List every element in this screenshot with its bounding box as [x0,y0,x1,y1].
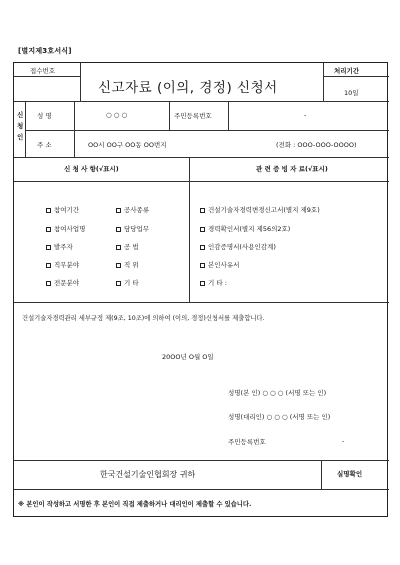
divider [14,181,389,182]
option-job-field[interactable] [46,260,79,269]
recipient: 한국건설기술인협회장 귀하 [100,470,196,479]
divider [14,101,389,102]
evidence-career-change-report[interactable] [200,205,320,214]
option-label: 기 타 : [208,279,227,287]
option-label: 경력확인서(별지 제56의2호) [208,225,291,233]
divider [323,76,389,77]
option-label: 공 법 [124,243,139,251]
checkbox[interactable] [200,281,205,286]
divider [14,157,389,158]
form-number: [별지제3호서식] [18,47,72,55]
application-form [13,62,388,517]
divider [14,489,389,490]
section-right-header: 관 련 증 빙 자 료(√표시) [256,165,328,173]
option-client[interactable] [46,242,73,251]
checkbox[interactable] [200,263,205,268]
option-label: 본인사유서 [208,261,240,269]
divider [14,460,389,461]
option-other[interactable] [116,278,139,287]
checkbox[interactable] [116,245,121,250]
checkbox[interactable] [116,281,121,286]
option-label: 기 타 [124,279,139,287]
option-specialty-field[interactable] [46,278,79,287]
evidence-personal-statement[interactable] [200,260,239,269]
option-duty[interactable] [116,224,149,233]
signature-self: 성명(본 인) ○ ○ ○ (서명 또는 인) [228,389,327,397]
divider [228,101,229,130]
option-label: 건설기술자경력변경신고서(별지 제9호) [208,206,320,214]
checkbox[interactable] [116,208,121,213]
rrn-label: 주민등록번호 [174,112,212,120]
evidence-career-certificate[interactable] [200,224,290,233]
divider [25,101,26,157]
option-method[interactable] [116,242,139,251]
option-label: 참여기간 [54,206,80,214]
address-label: 주 소 [37,141,52,149]
checkbox[interactable] [46,281,51,286]
name-value: ○ ○ ○ [106,111,128,119]
address-value: OO시 OO구 OO동 OO번지 [88,141,167,149]
section-left-header: 신 청 사 항(√표시) [64,165,119,173]
option-project-name[interactable] [46,224,85,233]
divider [14,302,389,303]
phone-value: (전화 : OOO-OOO-OOOO) [276,141,357,149]
option-label: 담당업무 [124,225,150,233]
checkbox[interactable] [46,208,51,213]
rrn2-label: 주민등록번호 [228,438,266,446]
divider [80,63,81,101]
applicant-label: 신 청 인 [17,111,24,141]
page-title: 신고자료 (이의, 경정) 신청서 [98,80,278,96]
signature-proxy: 성명(대리인) ○ ○ ○ (서명 또는 인) [228,413,331,421]
option-participation-period[interactable] [46,205,79,214]
rrn-value: - [304,111,307,119]
divider [74,101,75,157]
divider [14,76,80,77]
evidence-other[interactable] [200,278,227,287]
footer-note: ※ 본인이 작성하고 서명한 후 본인이 직접 제출하거나 대리인이 제출할 수 있습니다. [18,501,252,508]
checkbox[interactable] [46,227,51,232]
checkbox[interactable] [200,227,205,232]
option-label: 인감증명서(사용인감계) [208,243,276,251]
checkbox[interactable] [116,263,121,268]
option-label: 직무분야 [54,261,80,269]
processing-period-value: 10일 [344,89,359,97]
option-label: 공사종류 [124,206,150,214]
option-position[interactable] [116,260,139,269]
option-label: 전문분야 [54,279,80,287]
rrn2-value: - [342,437,345,445]
option-label: 참여사업명 [54,225,86,233]
stamp-label: 실명확인 [337,470,363,478]
checkbox[interactable] [116,227,121,232]
divider [25,130,389,131]
checkbox[interactable] [46,245,51,250]
receipt-number-label: 접수번호 [30,67,56,75]
option-label: 직 위 [124,261,139,269]
processing-period-label: 처리기간 [334,67,360,75]
application-date: 20OO년 O월 O일 [162,353,214,361]
divider [189,157,190,302]
checkbox[interactable] [200,245,205,250]
statement-text: 건설기술자경력관리 세부규정 제(9조, 10조)에 의하여 (이의, 경정)신청서를 제출합니다. [22,315,265,322]
option-label: 발주자 [54,243,73,251]
evidence-seal-certificate[interactable] [200,242,276,251]
checkbox[interactable] [200,208,205,213]
name-label: 성 명 [37,112,52,120]
divider [321,460,322,489]
divider [323,63,324,101]
divider [169,101,170,130]
option-construction-type[interactable] [116,205,149,214]
checkbox[interactable] [46,263,51,268]
